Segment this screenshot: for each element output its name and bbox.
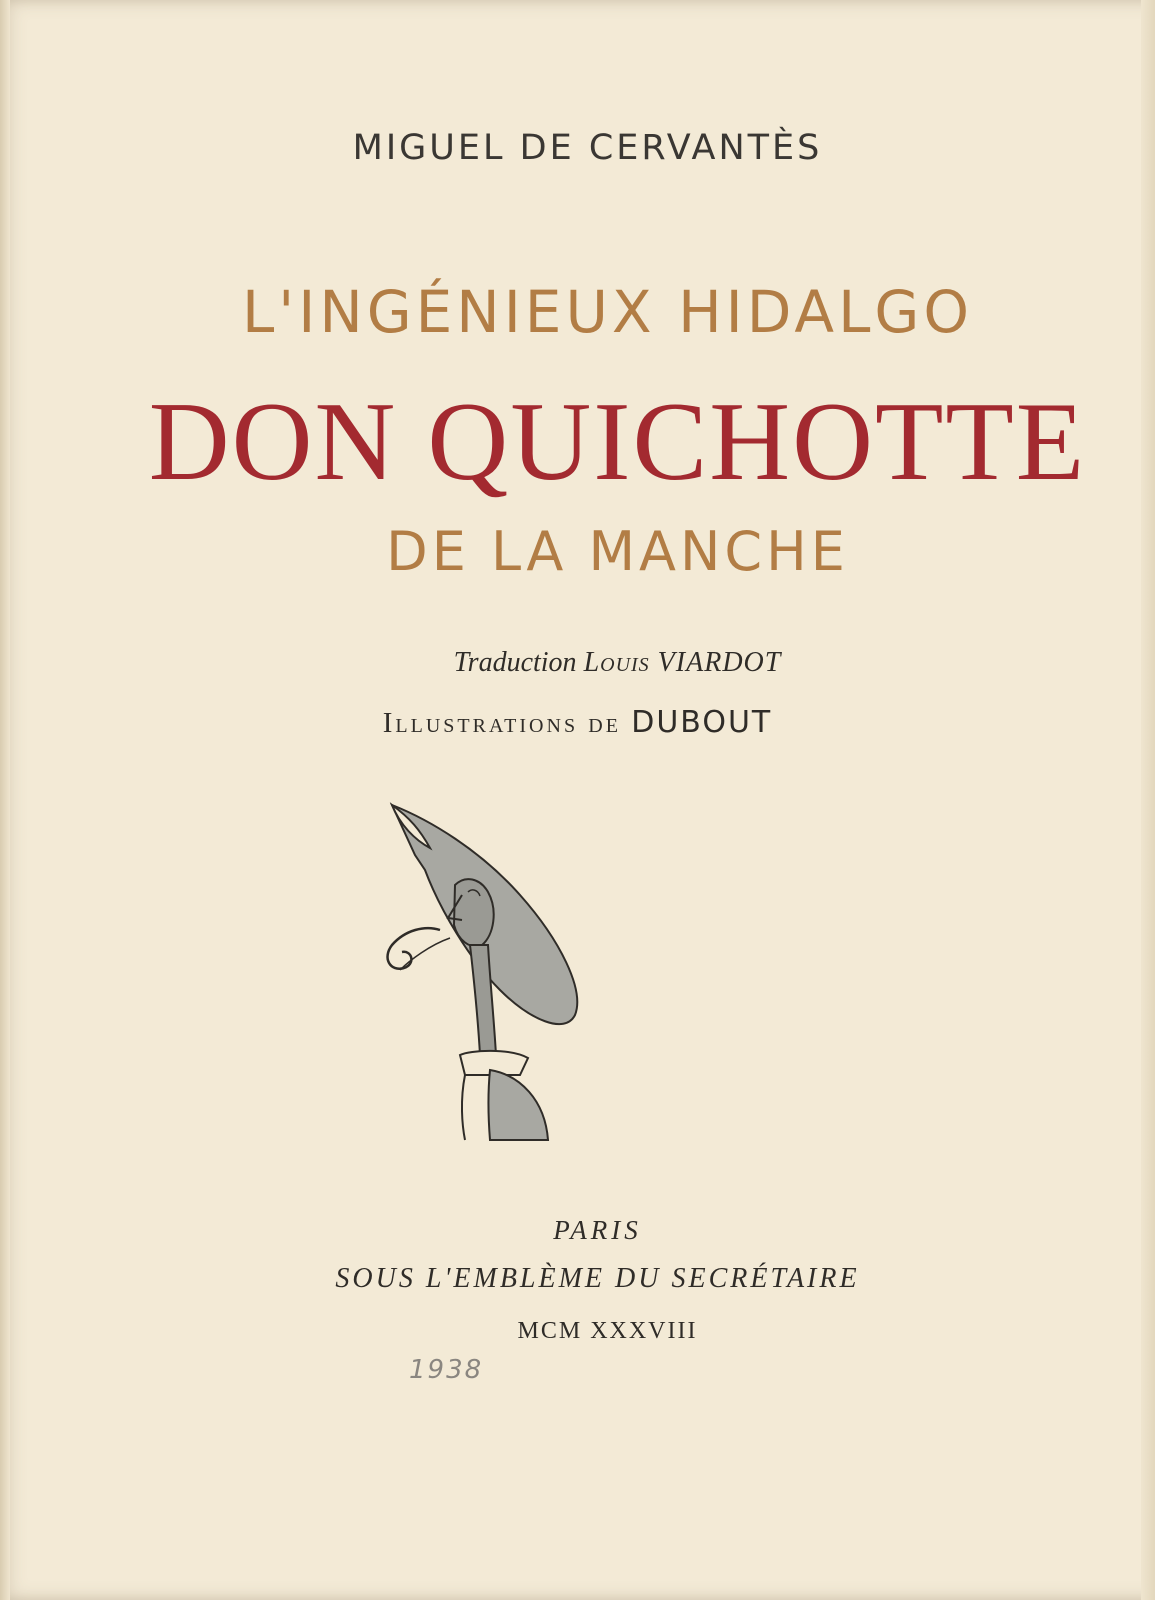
title-line-2: DON QUICHOTTE xyxy=(148,380,1087,504)
binding-edge xyxy=(0,0,10,1600)
author-name: MIGUEL DE CERVANTÈS xyxy=(352,128,823,168)
armour-shape xyxy=(489,1070,549,1140)
translator-name: Louis VIARDOT xyxy=(583,647,782,678)
page-edge xyxy=(1141,0,1155,1600)
illustrator-credit xyxy=(0,705,1155,740)
translator-credit xyxy=(0,647,1155,679)
don-quixote-illustration xyxy=(370,800,630,1160)
pencil-note-text: 1938 xyxy=(409,1355,484,1385)
illustrator-name: DUBOUT xyxy=(631,705,773,740)
publisher-name: SOUS L'EMBLÈME DU SECRÉTAIRE xyxy=(335,1263,860,1294)
translation-prefix: Traduction xyxy=(453,647,577,678)
illustrations-prefix: Illustrations de xyxy=(382,707,621,739)
publication-city: PARIS xyxy=(553,1215,642,1245)
title-line-3: DE LA MANCHE xyxy=(386,520,849,583)
pencil-annotation xyxy=(405,1348,515,1388)
publication-year: MCM XXXVIII xyxy=(517,1318,698,1344)
title-line-1: L'INGÉNIEUX HIDALGO xyxy=(241,278,974,346)
